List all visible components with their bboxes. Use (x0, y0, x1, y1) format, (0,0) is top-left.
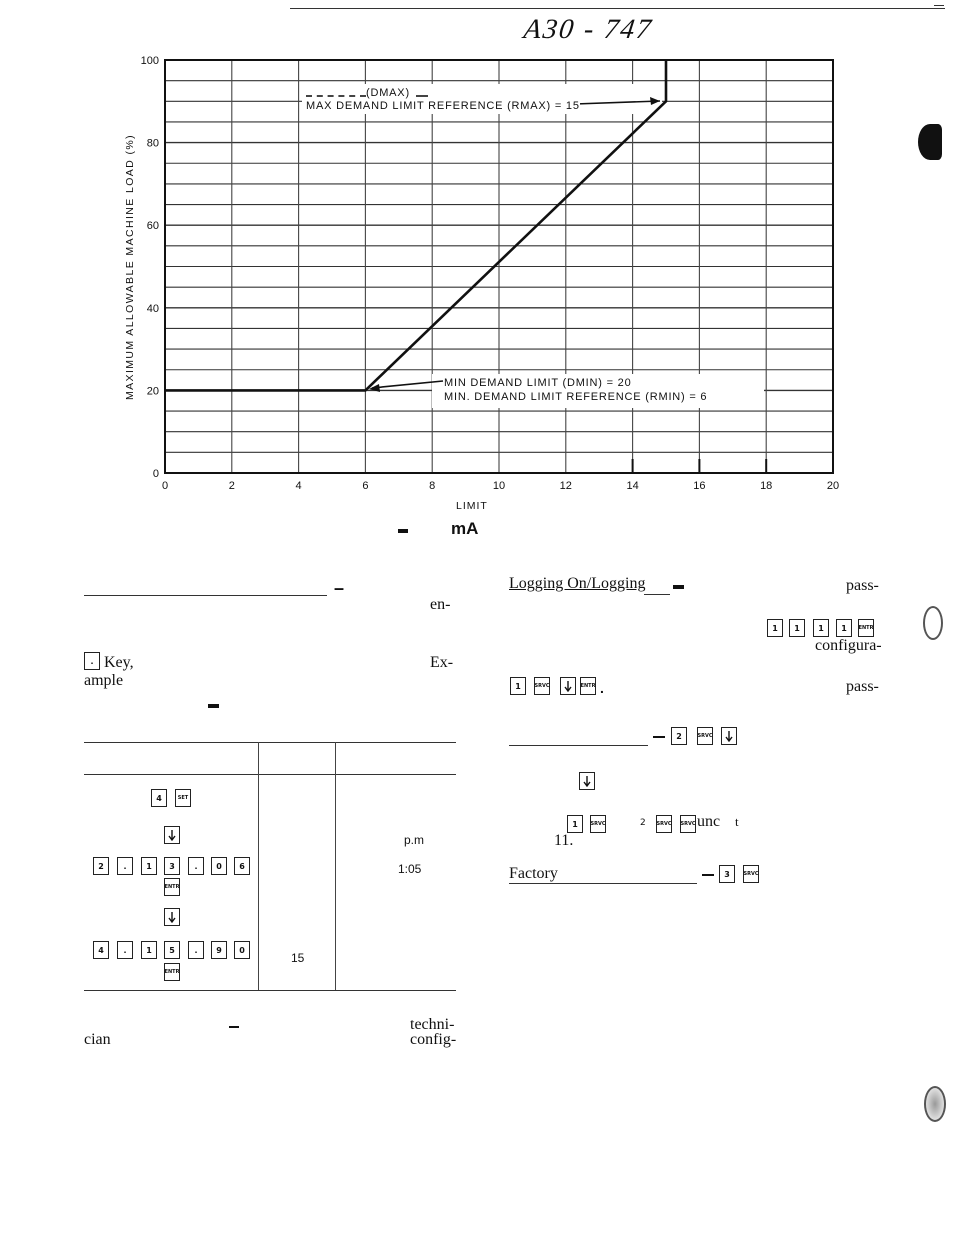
annotation-dmax-tail (416, 89, 428, 97)
annotation-dmax-clip (306, 89, 366, 97)
key-down-arrow (164, 826, 180, 844)
key-4: 4 (93, 941, 109, 959)
x-tick-label: 20 (826, 480, 840, 492)
chart-marks (165, 60, 764, 408)
key-down-arrow (164, 908, 180, 926)
x-tick-label: 10 (492, 480, 506, 492)
key-5: 5 (164, 941, 180, 959)
annotation-dmin: MIN DEMAND LIMIT (DMIN) = 20 (444, 377, 632, 389)
fragment-2: 2 (640, 818, 646, 828)
x-tick-label: 6 (362, 480, 369, 492)
key-down-arrow (560, 677, 576, 695)
table-cell-pm: p.m (404, 833, 425, 847)
x-tick-label: 18 (760, 480, 773, 492)
key-4: 4 (151, 789, 167, 807)
caption-dash (398, 529, 408, 533)
key-down-arrow (579, 772, 595, 790)
y-tick-label: 60 (146, 220, 159, 233)
key-srvc: SRVC (590, 815, 606, 833)
key-srvc: SRVC (697, 727, 713, 745)
key-decimal: . (188, 941, 204, 959)
key-0: 0 (211, 857, 227, 875)
factory-heading: Factory (509, 865, 558, 882)
key-srvc: SRVC (743, 865, 759, 883)
key-2: 2 (671, 727, 687, 745)
binder-hole-mark (923, 606, 943, 640)
logging-heading: Logging On/Logging (509, 575, 646, 592)
x-tick-label: 16 (693, 480, 706, 492)
down-arrow-icon (167, 829, 177, 841)
x-tick-label: 12 (559, 480, 572, 492)
key-3: 3 (164, 857, 180, 875)
x-tick-label: 2 (228, 480, 235, 492)
logging-underline (644, 594, 670, 595)
key-decimal: . (117, 941, 133, 959)
table-top-rule (84, 742, 456, 743)
key-1: 1 (510, 677, 526, 695)
fragment-en: en- (430, 596, 451, 613)
technician-dash (229, 1026, 239, 1028)
key-9: 9 (211, 941, 227, 959)
fragment-config: config- (410, 1031, 457, 1048)
table-col-divider (335, 742, 336, 990)
key-srvc: SRVC (656, 815, 672, 833)
key-1: 1 (813, 619, 829, 637)
fragment-t: t (735, 814, 739, 829)
key-1: 1 (141, 941, 157, 959)
key-0: 0 (234, 941, 250, 959)
binder-hole-mark (924, 1086, 946, 1122)
x-tick-label: 0 (161, 480, 169, 492)
key-3: 3 (719, 865, 735, 883)
down-arrow-icon (724, 730, 734, 742)
fragment-configura: configura- (815, 637, 882, 654)
left-heading-underline (84, 595, 327, 596)
x-tick-label: 8 (429, 480, 436, 492)
chart-grid (165, 60, 833, 473)
key-entr: ENTR (164, 878, 180, 896)
y-tick-label: 100 (140, 55, 159, 67)
table-cell-15: 15 (291, 951, 305, 965)
key-srvc: SRVC (680, 815, 696, 833)
key-6: 6 (234, 857, 250, 875)
key-text: Key, (104, 654, 134, 671)
caption-ma: mA (451, 519, 479, 538)
x-axis-label: LIMIT (456, 500, 488, 512)
key-entr: ENTR (858, 619, 874, 637)
key-1: 1 (836, 619, 852, 637)
factory-dash (702, 874, 714, 876)
left-heading-dash: – (334, 578, 345, 598)
handwritten-reference: A30 - 747 (521, 14, 655, 45)
down-arrow-icon (582, 775, 592, 787)
key-2: 2 (93, 857, 109, 875)
key-1: 1 (567, 815, 583, 833)
period: . (600, 680, 604, 696)
key-entr: ENTR (164, 963, 180, 981)
key-down-arrow (721, 727, 737, 745)
annotation-rmax: MAX DEMAND LIMIT REFERENCE (RMAX) = 15 (306, 100, 580, 112)
x-tick-label: 14 (626, 480, 639, 492)
table-col-divider (258, 742, 259, 990)
demand-limit-chart (0, 0, 954, 520)
fragment-ample: ample (84, 672, 124, 689)
annotation-rmin: MIN. DEMAND LIMIT REFERENCE (RMIN) = 6 (444, 391, 708, 403)
key-decimal: . (117, 857, 133, 875)
fragment-unc: unc (697, 813, 721, 830)
fragment-pass-2: pass- (846, 678, 879, 695)
key-1: 1 (141, 857, 157, 875)
fragment-cian: cian (84, 1031, 111, 1048)
key-1: 1 (767, 619, 783, 637)
key-set: SET (175, 789, 191, 807)
y-axis-label: MAXIMUM ALLOWABLE MACHINE LOAD (%) (124, 134, 136, 400)
table-bottom-rule (84, 990, 456, 991)
down-arrow-icon (563, 680, 573, 692)
down-arrow-icon (167, 911, 177, 923)
table-header-rule (84, 774, 456, 775)
annotation-dmax (306, 87, 428, 99)
fragment-11: 11. (554, 832, 574, 849)
service-heading-underline (509, 745, 648, 746)
decimal-point-key: . (84, 652, 100, 670)
key-decimal: . (188, 857, 204, 875)
y-tick-label: 0 (152, 468, 159, 480)
fragment-ex: Ex- (430, 654, 454, 671)
service-dash (653, 736, 665, 738)
annotation-dmax-text: (DMAX) (366, 87, 410, 99)
chart-ticks (141, 55, 839, 492)
key-srvc: SRVC (534, 677, 550, 695)
y-tick-label: 40 (146, 302, 159, 315)
y-tick-label: 80 (146, 137, 159, 150)
y-tick-label: 20 (146, 385, 159, 398)
logging-dash (673, 585, 684, 589)
fragment-techni: techni- (410, 1016, 455, 1033)
key-1: 1 (789, 619, 805, 637)
key-entr: ENTR (580, 677, 596, 695)
factory-underline (509, 883, 697, 884)
example-dash (208, 704, 219, 708)
x-tick-label: 4 (295, 480, 302, 492)
table-cell-time: 1:05 (398, 862, 422, 876)
fragment-pass-1: pass- (846, 577, 879, 594)
